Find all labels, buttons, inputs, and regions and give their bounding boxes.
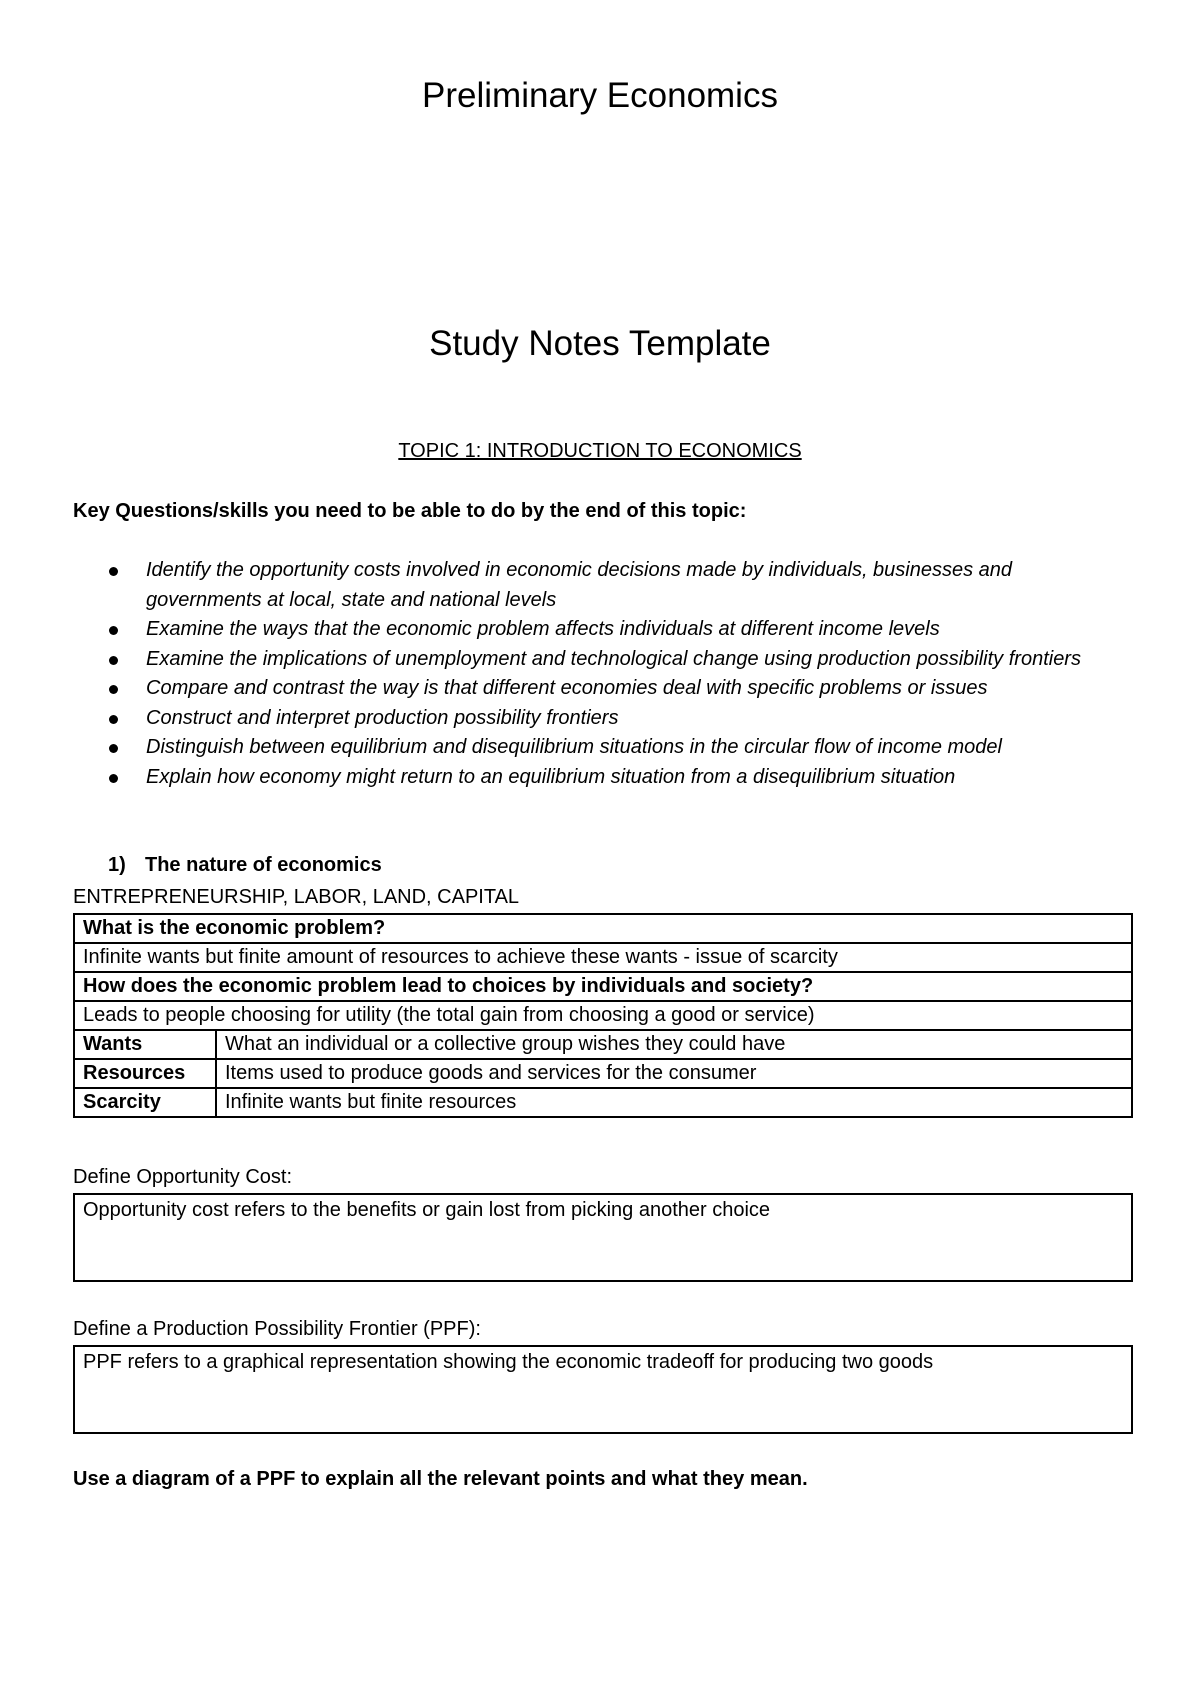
document-title: Preliminary Economics [422,76,778,115]
question-cell: What is the economic problem? [74,914,1132,943]
list-item-text: Explain how economy might return to an equilibrium situation from a disequilibrium situation [146,765,956,788]
term-cell: Wants [74,1030,216,1059]
definition-cell: Infinite wants but finite resources [216,1088,1132,1117]
definition-cell: Items used to produce goods and services for the consumer [216,1059,1132,1088]
topic-heading: TOPIC 1: INTRODUCTION TO ECONOMICS [398,440,802,462]
list-item [73,763,1133,793]
definition-cell: What an individual or a collective group wishes they could have [216,1030,1132,1059]
document-subtitle: Study Notes Template [429,324,771,363]
section-title: The nature of economics [145,854,382,876]
key-questions-list [73,556,1133,792]
table-row [74,943,1132,972]
key-questions-label: Key Questions/skills you need to be able to do by the end of this topic: [73,500,747,522]
table-row [74,914,1132,943]
list-item [73,704,1133,734]
table-row [74,1059,1132,1088]
factors-of-production-note: ENTREPRENEURSHIP, LABOR, LAND, CAPITAL [73,886,520,908]
section-heading [108,854,382,877]
bullet-icon [109,656,118,665]
list-item [73,645,1133,675]
answer-cell: Infinite wants but finite amount of resources to achieve these wants - issue of scarcity [74,943,1132,972]
list-item [73,733,1133,763]
list-item [73,615,1133,645]
list-item [73,556,1133,615]
ppf-answer-box: PPF refers to a graphical representation showing the economic tradeoff for producing two goods [73,1345,1133,1434]
list-item-text: Distinguish between equilibrium and disequilibrium situations in the circular flow of income model [146,736,1002,758]
bullet-icon [109,685,118,694]
term-cell: Resources [74,1059,216,1088]
table-row [74,1088,1132,1117]
list-item-text: Identify the opportunity costs involved in economic decisions made by individuals, businesses and governments at local, state and national levels [146,559,1013,611]
list-item-text: Compare and contrast the way is that different economies deal with specific problems or issues [146,677,988,699]
list-item-text: Examine the implications of unemployment and technological change using production possibility frontiers [146,647,1081,670]
table-row [74,1001,1132,1030]
bullet-icon [109,626,118,635]
opportunity-cost-answer-box: Opportunity cost refers to the benefits or gain lost from picking another choice [73,1193,1133,1282]
bullet-icon [109,715,118,724]
section-number: 1) [108,854,126,876]
bullet-icon [109,744,118,753]
table-row [74,972,1132,1001]
ppf-label: Define a Production Possibility Frontier (PPF): [73,1318,481,1340]
answer-cell: Leads to people choosing for utility (the total gain from choosing a good or service) [74,1001,1132,1030]
list-item-text: Examine the ways that the economic problem affects individuals at different income levels [146,618,940,640]
bullet-icon [109,567,118,576]
list-item-text: Construct and interpret production possibility frontiers [146,706,619,729]
term-cell: Scarcity [74,1088,216,1117]
economic-problem-table [73,913,1133,1118]
question-cell: How does the economic problem lead to choices by individuals and society? [74,972,1132,1001]
list-item [73,674,1133,704]
ppf-diagram-prompt: Use a diagram of a PPF to explain all the relevant points and what they mean. [73,1468,808,1490]
bullet-icon [109,774,118,783]
opportunity-cost-label: Define Opportunity Cost: [73,1166,292,1188]
table-row [74,1030,1132,1059]
